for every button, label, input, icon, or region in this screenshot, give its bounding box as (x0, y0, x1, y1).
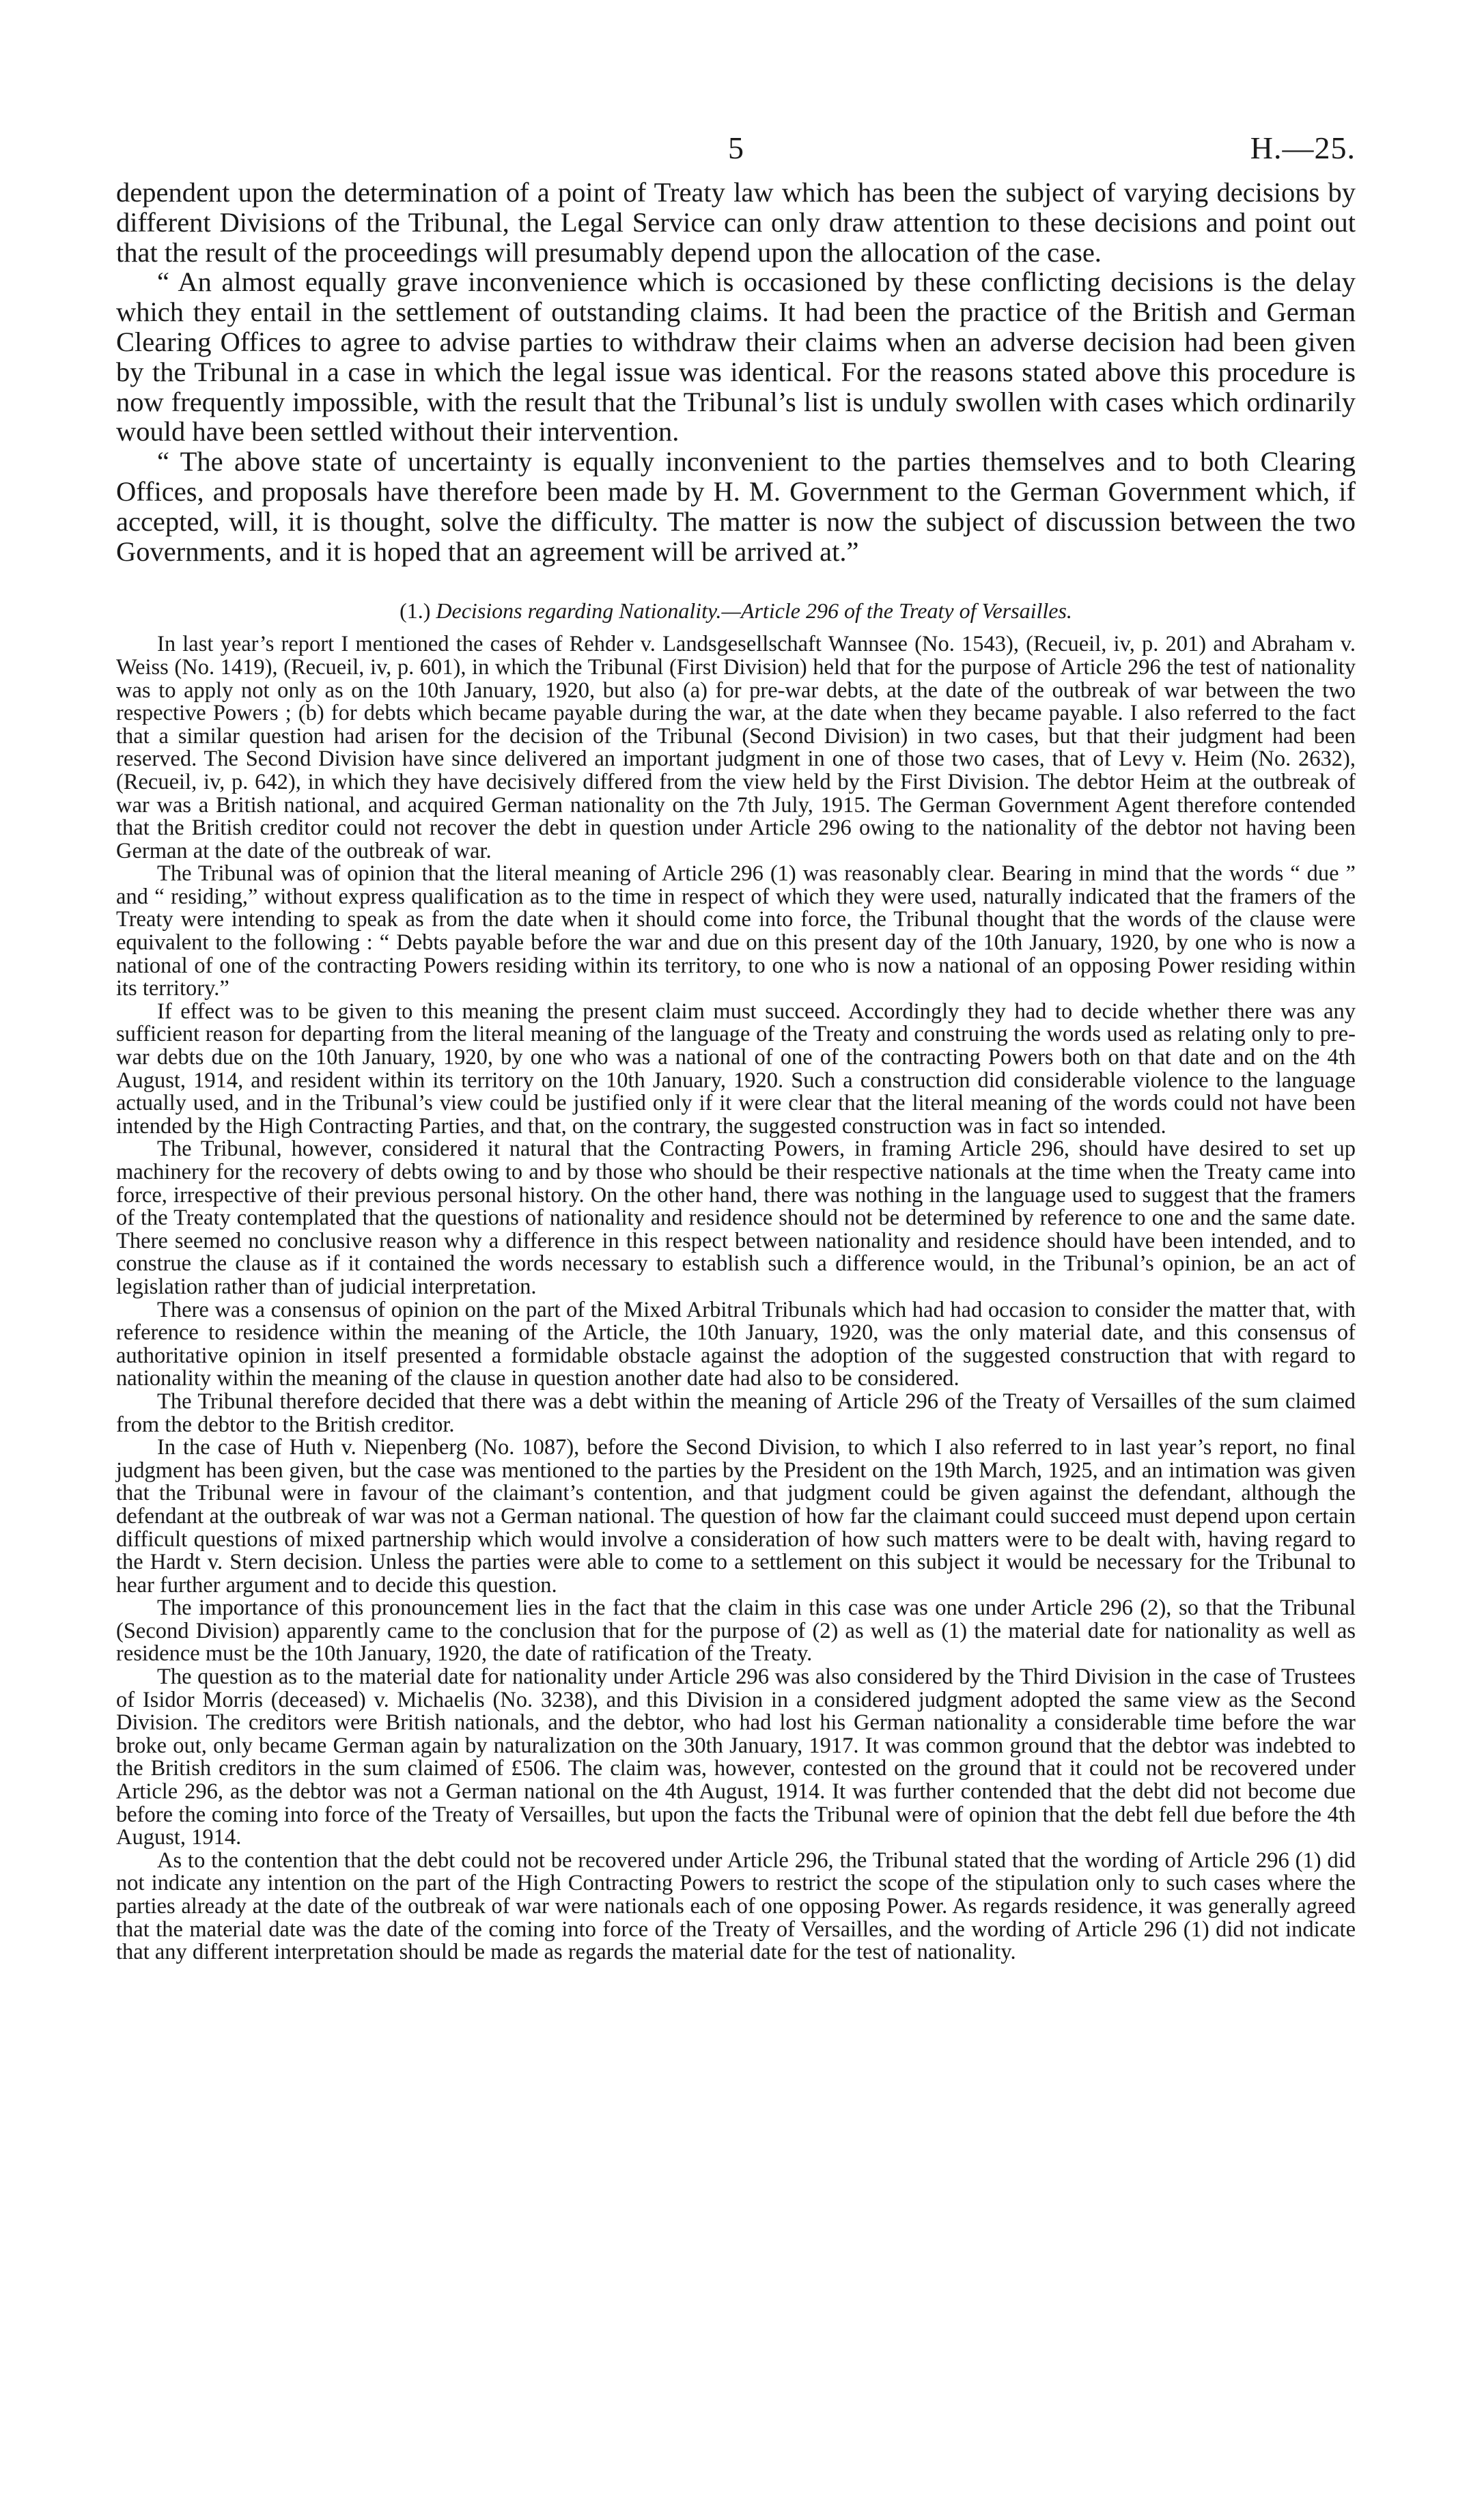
section-body (116, 633, 1356, 1964)
body-paragraph-2: The Tribunal was of opinion that the literal meaning of Article 296 (1) was reasonably clear. Bearing in mind that the words “ due ” and “ residing,” without express qualification as to the time in respect of which they were used, naturally indicated that the framers of the Treaty were intending to speak as from the date when it should come into force, the Tribunal thought that the words of the clause were equivalent to the following : “ Debts payable before the war and due on this present day of the 10th January, 1920, by one who is now a national of one of the contracting Powers residing within its territory, to one who is now a national of an opposing Power residing within its territory.” (116, 861, 1356, 1001)
body-paragraph-10: As to the contention that the debt could not be recovered under Article 296, the Tribunal stated that the wording of Article 296 (1) did not indicate any intention on the part of the High Contracting Powers to restrict the scope of the stipulation only to such cases where the parties already at the date of the outbreak of war were nationals each of one opposing Power. As regards residence, it was generally agreed that the material date was the date of the coming into force of the Treaty of Versailles, and the wording of Article 296 (1) did not indicate that any different interpretation should be made as regards the material date for the test of nationality. (116, 1848, 1356, 1965)
document-reference: H.—25. (1250, 130, 1356, 165)
section-title: Decisions regarding Nationality.—Article 296 of the Treaty of Versailles. (436, 598, 1072, 624)
section-number: (1.) (400, 598, 431, 624)
intro-paragraph-1: dependent upon the determination of a point of Treaty law which has been the subject of varying decisions by different Divisions of the Tribunal, the Legal Service can only draw attention to these decisions and point out that the result of the proceedings will presumably depend upon the allocation of the case. (116, 177, 1356, 268)
body-paragraph-8: The importance of this pronouncement lies in the fact that the claim in this case was one under Article 296 (2), so that the Tribunal (Second Division) apparently came to the conclusion that for the purpose of (2) as well as (1) the material date for nationality as well as residence must be the 10th January, 1920, the date of ratification of the Treaty. (116, 1596, 1356, 1667)
quoted-report-passage (116, 178, 1356, 566)
intro-paragraph-2: “ An almost equally grave inconvenience which is occasioned by these conflicting decisions is the delay which they entail in the settlement of outstanding claims. It had been the practice of the British and German Clearing Offices to agree to advise parties to withdraw their claims when an adverse decision had been given by the Tribunal in a case in which the legal issue was identical. For the reasons stated above this procedure is now frequently impossible, with the result that the Tribunal’s list is unduly swollen with cases which ordinarily would have been settled without their intervention. (116, 266, 1356, 447)
body-paragraph-7: In the case of Huth v. Niepenberg (No. 1087), before the Second Division, to which I also referred to in last year’s report, no final judgment has been given, but the case was mentioned to the parties by the President on the 19th March, 1925, and an intimation was given that the Tribunal were in favour of the claimant’s contention, and that judgment could be given against the defendant, although the defendant at the outbreak of war was not a German national. The question of how far the claimant could succeed must depend upon certain difficult questions of mixed partnership which would involve a consideration of how such matters were to be dealt with, having regard to the Hardt v. Stern decision. Unless the parties were able to come to a settlement on this subject it would be necessary for the Tribunal to hear further argument and to decide this question. (116, 1435, 1356, 1598)
section-heading (116, 598, 1356, 624)
body-paragraph-4: The Tribunal, however, considered it natural that the Contracting Powers, in framing Article 296, should have desired to set up machinery for the recovery of debts owing to and by those who should be their respective nationals at the time when the Treaty came into force, irrespective of their previous personal history. On the other hand, there was nothing in the language used to suggest that the framers of the Treaty contemplated that the questions of nationality and residence should not be determined by reference to one and the same date. There seemed no conclusive reason why a difference in this respect between nationality and residence should have been intended, and to construe the clause as if it contained the words necessary to establish such a difference would, in the Tribunal’s opinion, be an act of legislation rather than of judicial interpretation. (116, 1137, 1356, 1299)
body-paragraph-1: In last year’s report I mentioned the cases of Rehder v. Landsgesellschaft Wannsee (No. 1543), (Recueil, iv, p. 201) and Abraham v. Weiss (No. 1419), (Recueil, iv, p. 601), in which the Tribunal (First Division) held that for the purpose of Article 296 the test of nationality was to apply not only as on the 10th January, 1920, but also (a) for pre-war debts, at the date of the outbreak of war between the two respective Powers ; (b) for debts which became payable during the war, at the date when they became payable. I also referred to the fact that a similar question had arisen for the decision of the Tribunal (Second Division) in two cases, but that their judgment had been reserved. The Second Division have since delivered an important judgment in one of those two cases, that of Levy v. Heim (No. 2632), (Recueil, iv, p. 642), in which they have decisively differed from the view held by the First Division. The debtor Heim at the outbreak of war was a British national, and acquired German nationality on the 7th July, 1915. The German Government Agent therefore contended that the British creditor could not recover the debt in question under Article 296 owing to the nationality of the debtor not having been German at the date of the outbreak of war. (116, 632, 1356, 863)
page-header (116, 130, 1356, 178)
document-page (116, 130, 1356, 1964)
body-paragraph-6: The Tribunal therefore decided that there was a debt within the meaning of Article 296 of the Treaty of Versailles of the sum claimed from the debtor to the British creditor. (116, 1389, 1356, 1437)
page-number: 5 (728, 130, 744, 165)
body-paragraph-5: There was a consensus of opinion on the part of the Mixed Arbitral Tribunals which had had occasion to consider the matter that, with reference to residence within the meaning of the Article, the 10th January, 1920, was the only material date, and this consensus of authoritative opinion in itself presented a formidable obstacle against the adoption of the suggested construction that with regard to nationality within the meaning of the clause in question another date had also to be considered. (116, 1297, 1356, 1391)
body-paragraph-9: The question as to the material date for nationality under Article 296 was also considered by the Third Division in the case of Trustees of Isidor Morris (deceased) v. Michaelis (No. 3238), and this Division in a considered judgment adopted the same view as the Second Division. The creditors were British nationals, and the debtor, who had lost his German nationality a considerable time before the war broke out, only became German again by naturalization on the 30th January, 1917. It was common ground that the debtor was indebted to the British creditors in the sum claimed of £506. The claim was, however, contested on the ground that it could not be recovered under Article 296, as the debtor was not a German national on the 4th August, 1914. It was further contended that the debt did not become due before the coming into force of the Treaty of Versailles, but upon the facts the Tribunal were of opinion that the debt fell due before the 4th August, 1914. (116, 1665, 1356, 1850)
body-paragraph-3: If effect was to be given to this meaning the present claim must succeed. Accordingly they had to decide whether there was any sufficient reason for departing from the literal meaning of the language of the Treaty and construing the words used as relating only to pre-war debts due on the 10th January, 1920, by one who was a national of one of the contracting Powers both on that date and on the 4th August, 1914, and resident within its territory on the 10th January, 1920. Such a construction did considerable violence to the language actually used, and in the Tribunal’s view could be justified only if it were clear that the literal meaning of the words could not have been intended by the High Contracting Parties, and that, on the contrary, the suggested construction was in fact so intended. (116, 999, 1356, 1139)
intro-paragraph-3: “ The above state of uncertainty is equally inconvenient to the parties themselves and to both Clearing Offices, and proposals have therefore been made by H. M. Government to the German Government which, if accepted, will, it is thought, solve the difficulty. The matter is now the subject of discussion between the two Governments, and it is hoped that an agreement will be arrived at.” (116, 446, 1356, 567)
